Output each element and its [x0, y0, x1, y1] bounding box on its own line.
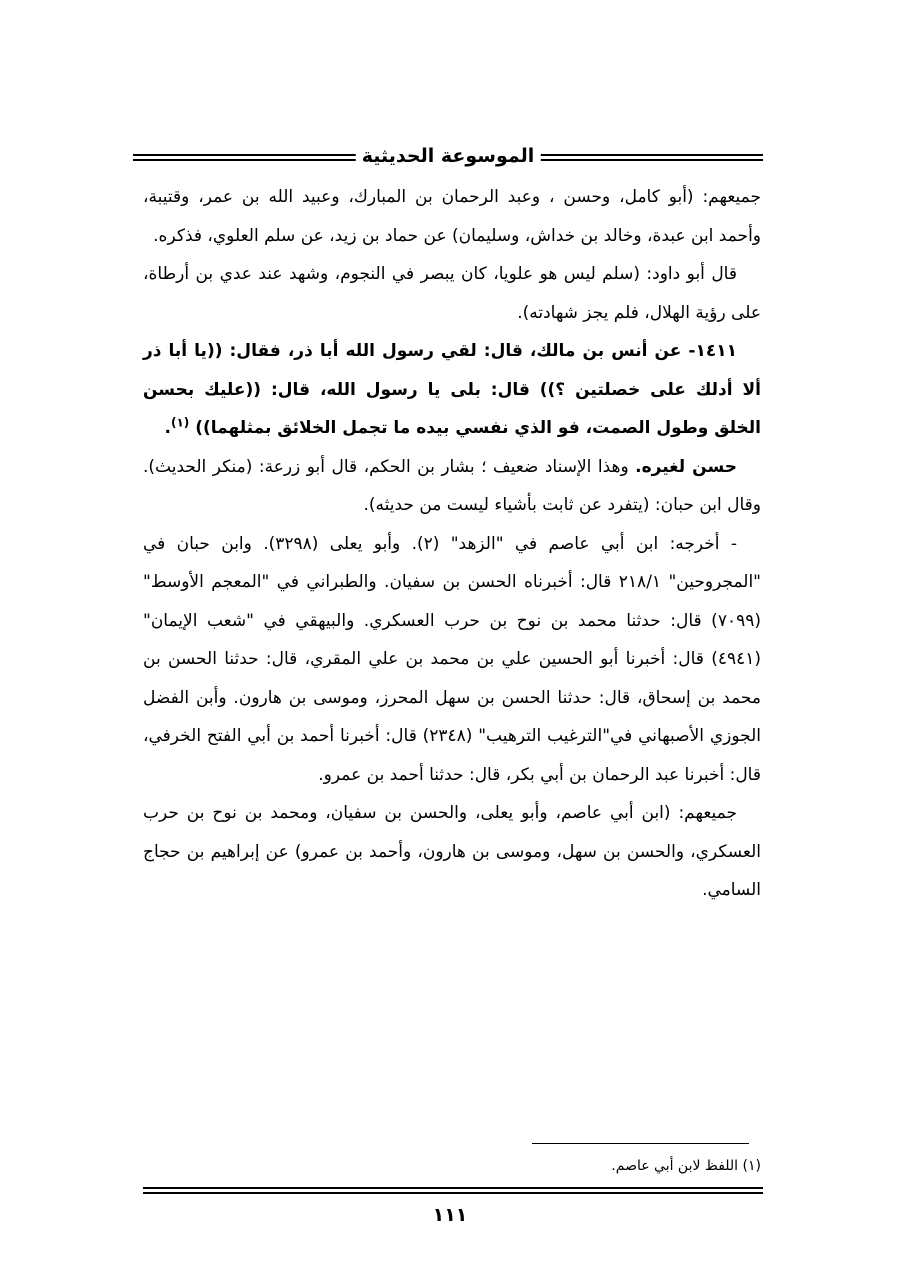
- paragraph-abu-dawud: قال أبو داود: (سلم ليس هو علويا، كان يبصر في النجوم، وشهد عند عدي بن أرطاة، على رؤية الهلال، فلم يجز شهادته).: [143, 264, 761, 323]
- grading-text: وهذا الإسناد ضعيف ؛ بشار بن الحكم، قال أبو زرعة: (منكر الحديث). وقال ابن حبان: (يتفرد عن ثابت بأشياء ليست من حديثه).: [143, 456, 761, 515]
- paragraph-takhrij: - أخرجه: ابن أبي عاصم في "الزهد" (٢). وأبو يعلى (٣٢٩٨). وابن حبان في "المجروحين" ٢١٨/١ قال: أخبرناه الحسن بن سفيان. والطبراني في "المعجم الأوسط" (٧٠٩٩) قال: حدثنا محمد بن نوح بن حرب العسكري. والبيهقي في "شعب الإيمان" (٤٩٤١) قال: أخبرنا أبو الحسين علي بن محمد بن علي المقري، قال: حدثنا الحسن بن محمد بن إسحاق، قال: حدثنا الحسن بن سهل المحرز، وموسى بن هارون. وأبن الفضل الجوزي الأصبهاني في"الترغيب الترهيب" (٢٣٤٨) قال: أخبرنا أحمد بن أبي الفتح الخرفي، قال: أخبرنا عبد الرحمان بن أبي بكر، قال: حدثنا أحمد بن عمرو.: [143, 533, 761, 785]
- paragraph-common-chain: جميعهم: (ابن أبي عاصم، وأبو يعلى، والحسن بن سفيان، ومحمد بن نوح بن حرب العسكري، والحسن بن سهل، وموسى بن هارون، وأحمد بن عمرو) عن إبراهيم بن حجاج السامي.: [143, 803, 761, 900]
- page-number: ١١١: [432, 1204, 468, 1226]
- footer-rule-bottom: [143, 1192, 763, 1194]
- footnote: (١) اللفظ لابن أبي عاصم.: [611, 1158, 761, 1174]
- paragraph-grading: [143, 448, 761, 525]
- page-header: [133, 142, 763, 170]
- footnote-marker: (١): [170, 415, 190, 430]
- paragraph-narrators: جميعهم: (أبو كامل، وحسن ، وعبد الرحمان بن المبارك، وعبيد الله بن عمر، وقتيبة، وأحمد ابن عبدة، وخالد بن خداش، وسليمان) عن حماد بن زيد، عن سلم العلوي، فذكره.: [143, 187, 761, 246]
- hadith-body: ١٤١١- عن أنس بن مالك، قال: لقي رسول الله أبا ذر، فقال: ((يا أبا ذر ألا أدلك على خصلتين ؟)) قال: بلى يا رسول الله، قال: ((عليك بحسن الخلق وطول الصمت، فو الذي نفسي بيده ما تجمل الخلائق بمثلهما)): [143, 341, 761, 438]
- page-body: [143, 178, 761, 910]
- footer-rule-top: [143, 1187, 763, 1189]
- book-title: الموسوعة الحديثية: [356, 142, 541, 170]
- grading-label: حسن لغيره.: [635, 456, 737, 477]
- footnote-separator: [532, 1143, 749, 1144]
- hadith-text: ١٤١١- عن أنس بن مالك، قال: لقي رسول الله أبا ذر، فقال: ((يا أبا ذر ألا أدلك على خصلتين ؟)) قال: بلى يا رسول الله، قال: ((عليك بحسن الخلق وطول الصمت، فو الذي نفسي بيده ما تجمل الخلائق بمثلهما)) $^{(١)}$.: [143, 341, 761, 438]
